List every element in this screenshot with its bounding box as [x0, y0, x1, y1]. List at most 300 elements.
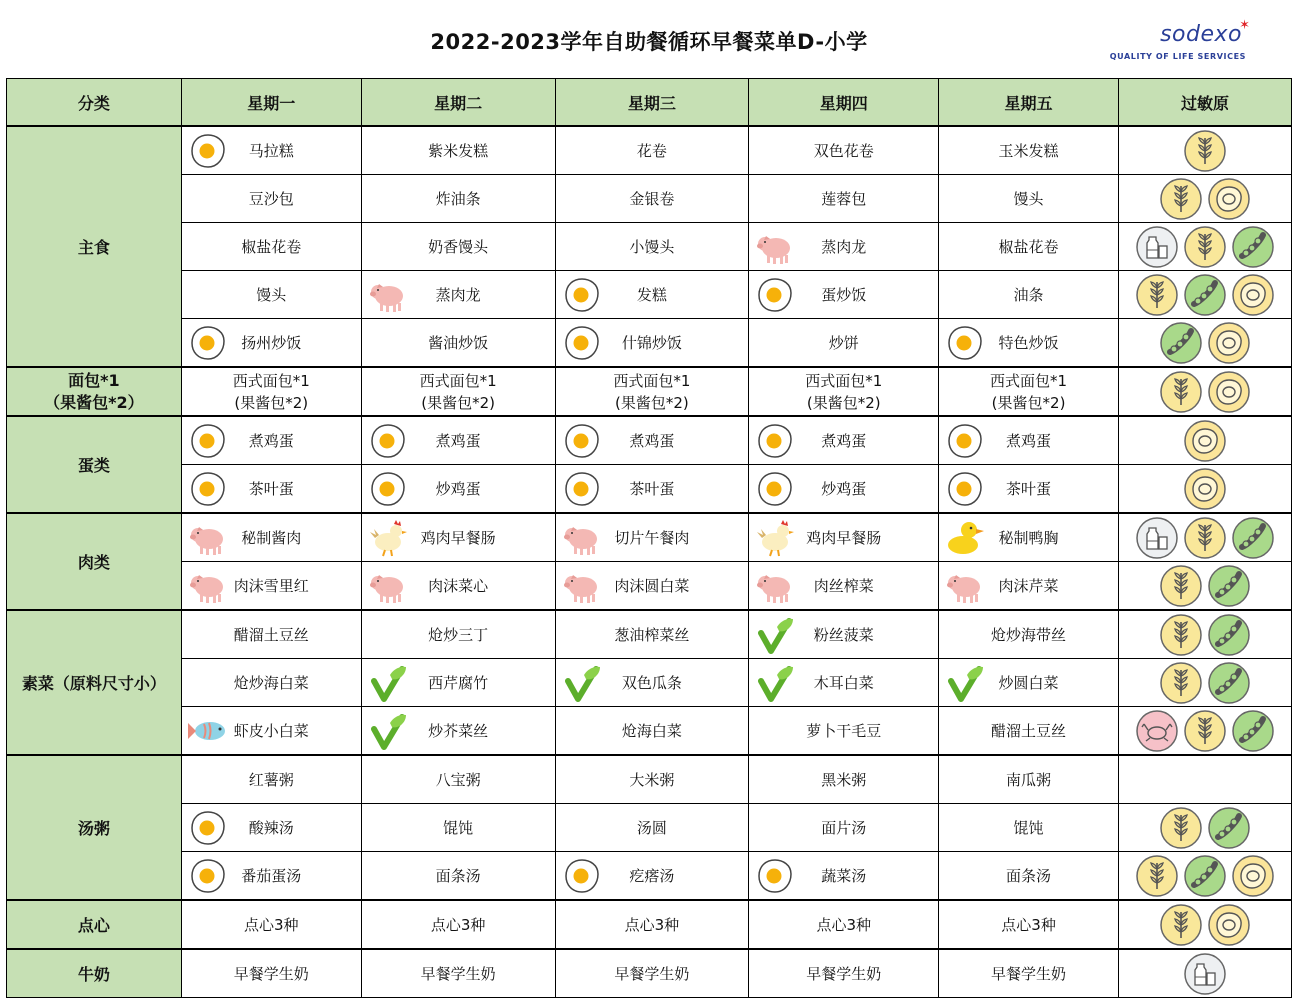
egg-allergen-icon [1206, 176, 1252, 222]
dish-name: 黑米粥 [821, 771, 867, 789]
category-snack: 点心 [7, 900, 182, 949]
dish-name: 马拉糕 [248, 142, 294, 160]
dish-cell [555, 804, 749, 852]
milk-allergen-icon [1182, 951, 1228, 997]
dish-cell [749, 562, 939, 611]
dish-name: 煮鸡蛋 [821, 432, 867, 450]
pig-icon [755, 566, 795, 606]
gluten-allergen-icon [1158, 612, 1204, 658]
dish-name: 小馒头 [629, 238, 675, 256]
dish-cell [181, 949, 361, 998]
category-bread-line1: 面包*1 [68, 370, 120, 390]
dish-cell [749, 610, 939, 659]
allergen-cell [1118, 900, 1291, 949]
gluten-allergen-icon [1134, 272, 1180, 318]
egg-icon [562, 469, 602, 509]
dish-cell [555, 416, 749, 465]
dish-note: (果酱包*2) [615, 393, 689, 412]
pig-icon [945, 566, 985, 606]
header-allergen: 过敏原 [1118, 79, 1291, 127]
dish-cell [181, 755, 361, 804]
dish-cell [181, 610, 361, 659]
dish-name: 疙瘩汤 [629, 867, 675, 885]
dish-name: 西式面包*1 [613, 371, 691, 390]
egg-icon [945, 469, 985, 509]
dish-cell [181, 319, 361, 368]
dish-name: 点心3种 [624, 916, 680, 934]
milk-allergen-icon [1134, 224, 1180, 270]
soya-allergen-icon [1206, 563, 1252, 609]
dish-name: 馄饨 [1013, 819, 1044, 837]
dish-name: 茶叶蛋 [1006, 480, 1052, 498]
allergen-cell [1118, 367, 1291, 416]
sodexo-logo [1100, 18, 1250, 66]
dish-cell [555, 367, 749, 416]
gluten-allergen-icon [1158, 902, 1204, 948]
soya-allergen-icon [1158, 320, 1204, 366]
dish-name: 炒鸡蛋 [821, 480, 867, 498]
egg-allergen-icon [1206, 902, 1252, 948]
menu-table [6, 78, 1292, 998]
dish-cell [939, 271, 1119, 319]
dish-cell [361, 223, 555, 271]
gluten-allergen-icon [1158, 176, 1204, 222]
dish-cell [749, 126, 939, 175]
dish-name: 面条汤 [1006, 867, 1052, 885]
egg-allergen-icon [1182, 466, 1228, 512]
soya-allergen-icon [1230, 708, 1276, 754]
header-row [7, 79, 1292, 127]
dish-cell [555, 271, 749, 319]
dish-cell [749, 659, 939, 707]
menu-row [7, 562, 1292, 611]
dish-cell [749, 804, 939, 852]
header-wednesday: 星期三 [555, 79, 749, 127]
menu-title: 2022-2023学年自助餐循环早餐菜单D-小学 [430, 30, 868, 54]
dish-cell [555, 949, 749, 998]
egg-icon [188, 421, 228, 461]
menu-row [7, 416, 1292, 465]
soya-allergen-icon [1230, 515, 1276, 561]
allergen-cell [1118, 416, 1291, 465]
dish-name: 椒盐花卷 [998, 238, 1059, 256]
dish-cell [555, 659, 749, 707]
allergen-cell [1118, 175, 1291, 223]
menu-row [7, 223, 1292, 271]
dish-name: 西芹腐竹 [428, 674, 489, 692]
gluten-allergen-icon [1182, 224, 1228, 270]
egg-allergen-icon [1206, 369, 1252, 415]
dish-cell [361, 949, 555, 998]
dish-name: 莲蓉包 [821, 190, 867, 208]
dish-name: 煮鸡蛋 [248, 432, 294, 450]
dish-cell [939, 465, 1119, 514]
dish-name: 醋溜土豆丝 [991, 722, 1067, 740]
gluten-allergen-icon [1182, 128, 1228, 174]
gluten-allergen-icon [1182, 708, 1228, 754]
dish-name: 馒头 [1013, 190, 1044, 208]
gluten-allergen-icon [1158, 805, 1204, 851]
veg-icon [562, 663, 602, 703]
dish-name: 玉米发糕 [998, 142, 1059, 160]
dish-cell [361, 175, 555, 223]
pig-icon [562, 518, 602, 558]
menu-row [7, 755, 1292, 804]
dish-cell [555, 900, 749, 949]
dish-name: 油条 [1013, 286, 1044, 304]
menu-row [7, 707, 1292, 756]
soya-allergen-icon [1182, 272, 1228, 318]
allergen-cell [1118, 126, 1291, 175]
menu-row [7, 949, 1292, 998]
soya-allergen-icon [1206, 612, 1252, 658]
dish-name: 面片汤 [821, 819, 867, 837]
dish-cell [555, 319, 749, 368]
egg-icon [755, 421, 795, 461]
dish-name: 八宝粥 [435, 771, 481, 789]
dish-name: 肉丝榨菜 [813, 577, 874, 595]
dish-cell [749, 755, 939, 804]
dish-cell [939, 223, 1119, 271]
pig-icon [368, 275, 408, 315]
veg-icon [368, 711, 408, 751]
dish-cell [361, 126, 555, 175]
dish-cell [939, 949, 1119, 998]
category-bread [7, 367, 182, 416]
category-soup: 汤粥 [7, 755, 182, 900]
soya-allergen-icon [1206, 660, 1252, 706]
dish-name: 炒圆白菜 [998, 674, 1059, 692]
dish-name: 大米粥 [629, 771, 675, 789]
dish-name: 秘制酱肉 [241, 529, 302, 547]
dish-cell [749, 319, 939, 368]
egg-icon [188, 323, 228, 363]
menu-sheet [6, 0, 1292, 997]
allergen-cell [1118, 755, 1291, 804]
dish-name: 扬州炒饭 [241, 334, 302, 352]
pig-icon [188, 518, 228, 558]
category-staple: 主食 [7, 126, 182, 367]
egg-icon [188, 131, 228, 171]
menu-row [7, 319, 1292, 368]
allergen-cell [1118, 271, 1291, 319]
dish-name: 椒盐花卷 [241, 238, 302, 256]
dish-name: 番茄蛋汤 [241, 867, 302, 885]
egg-allergen-icon [1230, 272, 1276, 318]
menu-row [7, 465, 1292, 514]
dish-cell [749, 707, 939, 756]
crustacean-allergen-icon [1134, 708, 1180, 754]
dish-cell [939, 804, 1119, 852]
egg-icon [188, 808, 228, 848]
egg-allergen-icon [1182, 418, 1228, 464]
dish-name: 早餐学生奶 [233, 965, 309, 983]
header-friday: 星期五 [939, 79, 1119, 127]
egg-allergen-icon [1206, 320, 1252, 366]
veg-icon [945, 663, 985, 703]
dish-name: 点心3种 [816, 916, 871, 934]
dish-name: 点心3种 [244, 916, 299, 934]
duck-icon [945, 518, 985, 558]
dish-cell [361, 610, 555, 659]
dish-cell [181, 562, 361, 611]
veg-icon [755, 663, 795, 703]
soya-allergen-icon [1230, 224, 1276, 270]
egg-icon [188, 469, 228, 509]
dish-cell [361, 465, 555, 514]
dish-name: 蒸肉龙 [821, 238, 867, 256]
dish-name: 葱油榨菜丝 [614, 626, 690, 644]
egg-icon [188, 856, 228, 896]
egg-icon [368, 421, 408, 461]
pig-icon [755, 227, 795, 267]
dish-name: 面条汤 [435, 867, 481, 885]
dish-cell [749, 465, 939, 514]
logo-tagline: QUALITY OF LIFE SERVICES [1109, 52, 1246, 61]
dish-cell [361, 271, 555, 319]
dish-cell [181, 367, 361, 416]
egg-icon [945, 323, 985, 363]
egg-icon [755, 275, 795, 315]
dish-name: 西式面包*1 [990, 371, 1068, 390]
gluten-allergen-icon [1182, 515, 1228, 561]
menu-row [7, 513, 1292, 562]
allergen-cell [1118, 707, 1291, 756]
dish-name: 炒芥菜丝 [428, 722, 489, 740]
dish-cell [181, 175, 361, 223]
dish-note: (果酱包*2) [234, 393, 309, 412]
dish-cell [939, 126, 1119, 175]
allergen-cell [1118, 562, 1291, 611]
category-bread-line2: （果酱包*2） [44, 392, 144, 412]
veg-icon [755, 615, 795, 655]
dish-name: 双色花卷 [813, 142, 874, 160]
dish-name: 早餐学生奶 [806, 965, 882, 983]
dish-cell [555, 852, 749, 901]
dish-name: 双色瓜条 [621, 674, 682, 692]
dish-cell [749, 852, 939, 901]
header-tuesday: 星期二 [361, 79, 555, 127]
dish-cell [181, 900, 361, 949]
dish-cell [939, 852, 1119, 901]
dish-name: 什锦炒饭 [621, 334, 682, 352]
allergen-cell [1118, 610, 1291, 659]
gluten-allergen-icon [1158, 660, 1204, 706]
dish-name: 酸辣汤 [248, 819, 294, 837]
dish-name: 炝炒三丁 [428, 626, 489, 644]
dish-cell [361, 755, 555, 804]
dish-cell [181, 852, 361, 901]
egg-icon [562, 275, 602, 315]
dish-name: 炒饼 [828, 334, 859, 352]
category-milk: 牛奶 [7, 949, 182, 998]
dish-note: (果酱包*2) [991, 393, 1066, 412]
dish-name: 西式面包*1 [232, 371, 310, 390]
dish-cell [939, 513, 1119, 562]
menu-row [7, 610, 1292, 659]
dish-cell [555, 610, 749, 659]
dish-cell [749, 513, 939, 562]
allergen-cell [1118, 223, 1291, 271]
header-thursday: 星期四 [749, 79, 939, 127]
soya-allergen-icon [1182, 853, 1228, 899]
dish-name: 茶叶蛋 [248, 480, 294, 498]
menu-row [7, 271, 1292, 319]
dish-cell [181, 659, 361, 707]
milk-allergen-icon [1134, 515, 1180, 561]
dish-name: 早餐学生奶 [420, 965, 496, 983]
dish-name: 西式面包*1 [805, 371, 883, 390]
allergen-cell [1118, 852, 1291, 901]
dish-cell [939, 319, 1119, 368]
gluten-allergen-icon [1134, 853, 1180, 899]
pig-icon [188, 566, 228, 606]
dish-name: 炸油条 [435, 190, 481, 208]
dish-name: 南瓜粥 [1006, 771, 1052, 789]
menu-row [7, 659, 1292, 707]
logo-star-icon: ✶ [1239, 18, 1250, 33]
dish-cell [749, 900, 939, 949]
dish-cell [181, 707, 361, 756]
dish-cell [749, 271, 939, 319]
dish-cell [555, 465, 749, 514]
dish-name: 肉沫雪里红 [233, 577, 309, 595]
dish-cell [749, 416, 939, 465]
dish-cell [555, 707, 749, 756]
dish-name: 肉沫圆白菜 [614, 577, 690, 595]
menu-row [7, 900, 1292, 949]
dish-cell [361, 852, 555, 901]
chicken-icon [368, 518, 408, 558]
header-monday: 星期一 [181, 79, 361, 127]
menu-row [7, 367, 1292, 416]
dish-name: 虾皮小白菜 [233, 722, 309, 740]
soya-allergen-icon [1206, 805, 1252, 851]
egg-allergen-icon [1230, 853, 1276, 899]
dish-name: 汤圆 [636, 819, 667, 837]
pig-icon [562, 566, 602, 606]
header-category: 分类 [7, 79, 182, 127]
veg-icon [368, 663, 408, 703]
egg-icon [755, 469, 795, 509]
dish-cell [181, 465, 361, 514]
allergen-cell [1118, 319, 1291, 368]
category-meat: 肉类 [7, 513, 182, 610]
dish-name: 蒸肉龙 [435, 286, 481, 304]
menu-row [7, 175, 1292, 223]
allergen-cell [1118, 949, 1291, 998]
dish-name: 红薯粥 [248, 771, 294, 789]
egg-icon [562, 323, 602, 363]
dish-cell [749, 949, 939, 998]
dish-name: 煮鸡蛋 [1006, 432, 1052, 450]
dish-name: 早餐学生奶 [991, 965, 1067, 983]
dish-name: 奶香馒头 [428, 238, 489, 256]
category-vegetable: 素菜（原料尺寸小） [7, 610, 182, 755]
dish-name: 粉丝菠菜 [813, 626, 874, 644]
dish-cell [939, 610, 1119, 659]
dish-cell [181, 126, 361, 175]
category-eggs: 蛋类 [7, 416, 182, 513]
dish-name: 炝炒海带丝 [991, 626, 1067, 644]
dish-name: 肉沫芹菜 [998, 577, 1059, 595]
dish-cell [749, 175, 939, 223]
dish-name: 金银卷 [629, 190, 675, 208]
egg-icon [368, 469, 408, 509]
dish-name: 豆沙包 [248, 190, 294, 208]
dish-name: 茶叶蛋 [629, 480, 675, 498]
allergen-cell [1118, 513, 1291, 562]
dish-name: 蛋炒饭 [821, 286, 867, 304]
title-bar [6, 0, 1292, 79]
dish-name: 紫米发糕 [428, 142, 489, 160]
fish-icon [188, 711, 228, 751]
dish-name: 馒头 [256, 286, 287, 304]
dish-cell [181, 513, 361, 562]
dish-cell [181, 223, 361, 271]
dish-name: 萝卜干毛豆 [806, 722, 882, 740]
dish-name: 花卷 [636, 142, 667, 160]
menu-row [7, 126, 1292, 175]
egg-icon [945, 421, 985, 461]
dish-cell [939, 707, 1119, 756]
dish-cell [555, 126, 749, 175]
dish-cell [555, 562, 749, 611]
dish-cell [749, 367, 939, 416]
dish-cell [361, 659, 555, 707]
dish-name: 鸡肉早餐肠 [420, 529, 496, 547]
allergen-cell [1118, 659, 1291, 707]
egg-icon [562, 421, 602, 461]
dish-cell [361, 319, 555, 368]
dish-cell [939, 562, 1119, 611]
dish-cell [181, 416, 361, 465]
dish-name: 点心3种 [1001, 916, 1056, 934]
dish-cell [361, 900, 555, 949]
dish-cell [361, 707, 555, 756]
dish-name: 蔬菜汤 [821, 867, 867, 885]
allergen-cell [1118, 465, 1291, 514]
dish-note: (果酱包*2) [806, 393, 881, 412]
dish-cell [181, 804, 361, 852]
dish-cell [555, 755, 749, 804]
dish-cell [555, 175, 749, 223]
dish-cell [749, 223, 939, 271]
logo-word: sodexo [1160, 22, 1242, 47]
menu-row [7, 804, 1292, 852]
gluten-allergen-icon [1158, 369, 1204, 415]
dish-name: 发糕 [636, 286, 667, 304]
dish-name: 早餐学生奶 [614, 965, 690, 983]
dish-cell [181, 271, 361, 319]
dish-cell [361, 416, 555, 465]
egg-icon [755, 856, 795, 896]
dish-note: (果酱包*2) [421, 393, 495, 412]
dish-name: 煮鸡蛋 [435, 432, 481, 450]
dish-cell [939, 416, 1119, 465]
dish-cell [939, 659, 1119, 707]
dish-cell [939, 900, 1119, 949]
dish-cell [555, 513, 749, 562]
dish-name: 炝炒海白菜 [233, 674, 309, 692]
dish-name: 切片午餐肉 [614, 529, 690, 547]
dish-name: 秘制鸭胸 [998, 529, 1059, 547]
dish-name: 肉沫菜心 [428, 577, 489, 595]
gluten-allergen-icon [1158, 563, 1204, 609]
egg-icon [562, 856, 602, 896]
allergen-cell [1118, 804, 1291, 852]
dish-name: 木耳白菜 [813, 674, 874, 692]
